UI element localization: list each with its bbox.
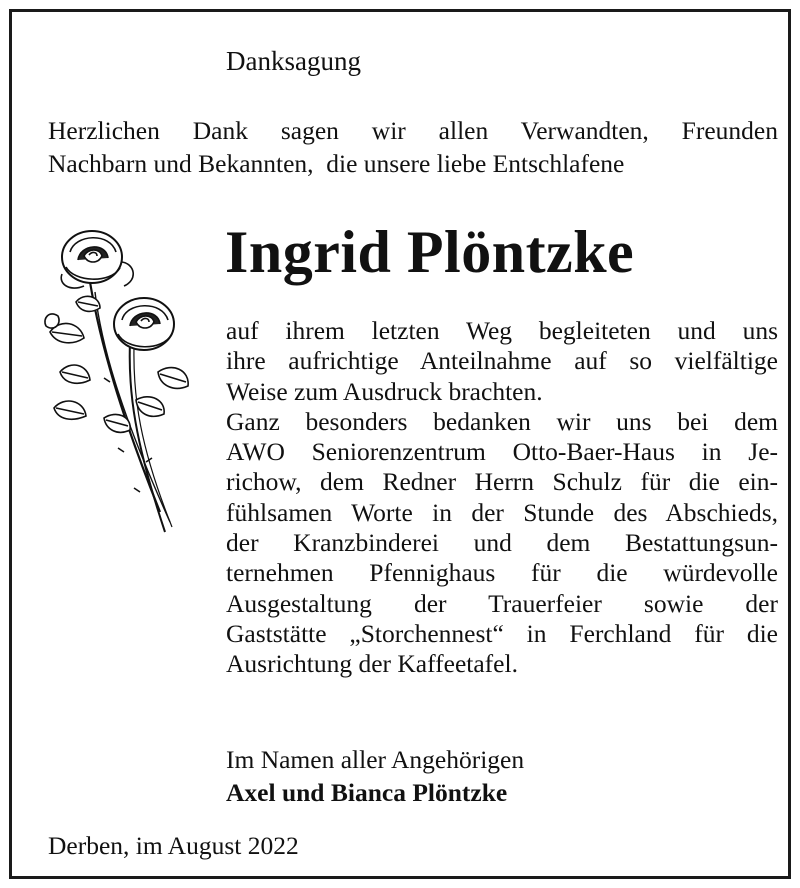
- body-text: [226, 316, 778, 680]
- body-line: Ausrichtung der Kaffeetafel.: [226, 649, 518, 679]
- body-line: der Kranzbinderei und dem Bestattungsun-: [226, 528, 778, 558]
- body-line: richow, dem Redner Herrn Schulz für die ein-: [226, 467, 778, 497]
- body-line: fühlsamen Worte in der Stunde des Abschieds,: [226, 497, 778, 527]
- notice-frame: [9, 9, 791, 879]
- body-line: Ausgestaltung der Trauerfeier sowie der: [226, 588, 778, 618]
- rose-illustration-icon: [40, 222, 200, 552]
- body-line: Gaststätte „Storchennest“ in Ferchland für die: [226, 618, 778, 648]
- body-line: ternehmen Pfennighaus für die würdevolle: [226, 558, 778, 588]
- body-line: auf ihrem letzten Weg begleiteten und uns: [226, 316, 778, 345]
- signoff: [226, 743, 524, 809]
- body-line: Ganz besonders bedanken wir uns bei dem: [226, 406, 778, 436]
- place-date: Derben, im August 2022: [48, 831, 299, 860]
- intro-line-1: Herzlichen Dank sagen wir allen Verwandten, Freunden: [48, 116, 778, 145]
- signoff-names: Axel und Bianca Plöntzke: [226, 778, 508, 807]
- body-line: Weise zum Ausdruck brachten.: [226, 376, 543, 406]
- body-line: ihre aufrichtige Anteilnahme auf so vielfältige: [226, 346, 778, 376]
- intro-text: [48, 114, 778, 180]
- intro-line-2: Nachbarn und Bekannten, die unsere liebe Entschlafene: [48, 149, 625, 178]
- notice-heading: Danksagung: [226, 46, 361, 76]
- deceased-name: Ingrid Plöntzke: [225, 219, 635, 285]
- signoff-line: Im Namen aller Angehörigen: [226, 745, 525, 774]
- body-line: AWO Seniorenzentrum Otto-Baer-Haus in Je-: [226, 437, 778, 467]
